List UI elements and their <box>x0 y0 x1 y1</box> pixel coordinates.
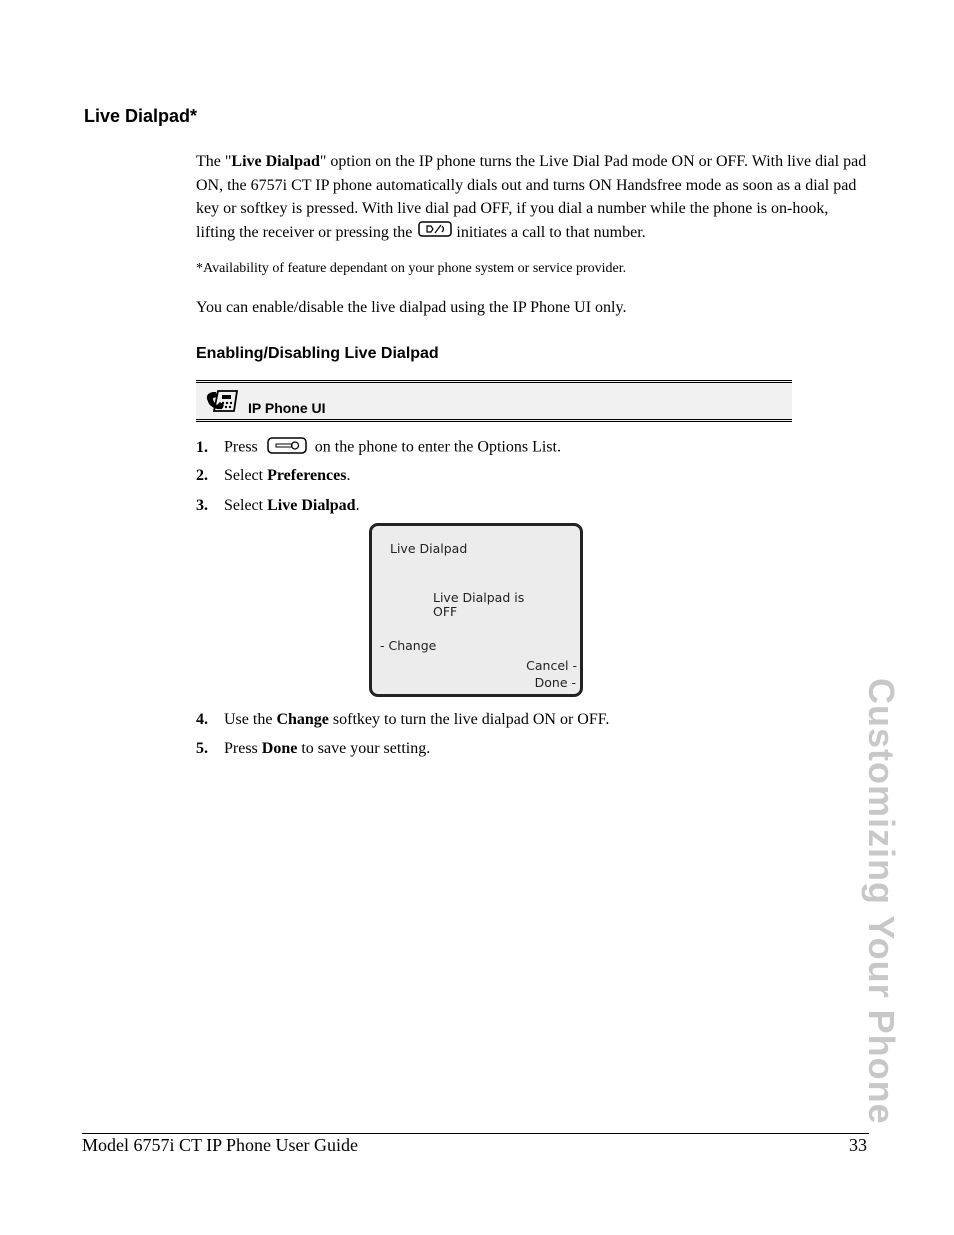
enable-note: You can enable/disable the live dialpad using the IP Phone UI only. <box>196 299 627 316</box>
step-bold-term: Change <box>276 711 329 728</box>
step-4 <box>196 711 609 729</box>
step-text: on the phone to enter the Options List. <box>314 438 561 456</box>
screen-title: Live Dialpad <box>390 541 468 556</box>
step-1 <box>196 437 561 459</box>
ip-phone-ui-bar <box>196 380 792 422</box>
section-heading: Live Dialpad* <box>84 106 198 126</box>
step-text: Use the <box>224 711 277 728</box>
phone-screen-mockup <box>369 523 583 697</box>
sub-heading: Enabling/Disabling Live Dialpad <box>196 345 439 362</box>
step-text: . <box>346 467 351 484</box>
step-text: softkey to turn the live dialpad ON or OFF. <box>328 711 610 728</box>
step-bold-term: Done <box>261 740 298 757</box>
chapter-side-tab: Customizing Your Phone <box>861 678 902 1125</box>
step-text: to save your setting. <box>297 740 431 757</box>
intro-bold-live-dialpad: Live Dialpad <box>231 153 320 170</box>
step-number: 2. <box>196 467 208 484</box>
step-2 <box>196 467 350 485</box>
step-text: Select <box>224 497 268 514</box>
step-number: 5. <box>196 740 208 757</box>
handsfree-key-icon <box>418 221 452 245</box>
step-text: Press <box>224 438 258 456</box>
step-5 <box>196 740 430 758</box>
softkey-done[interactable]: Done - <box>534 675 576 690</box>
softkey-cancel[interactable]: Cancel - <box>526 658 577 673</box>
step-number: 3. <box>196 497 208 514</box>
phone-icon <box>204 389 240 420</box>
softkey-change[interactable]: - Change <box>380 638 437 653</box>
step-number: 4. <box>196 711 208 728</box>
intro-paragraph <box>196 150 871 245</box>
step-text: Press <box>224 740 262 757</box>
step-text: . <box>355 497 360 514</box>
availability-footnote: *Availability of feature dependant on your phone system or service provider. <box>196 261 627 276</box>
screen-status-line-1: Live Dialpad is <box>433 590 525 605</box>
ip-phone-ui-label: IP Phone UI <box>248 400 326 416</box>
step-text: Select <box>224 467 268 484</box>
intro-text-1: The " <box>196 153 232 170</box>
footer-title: Model 6757i CT IP Phone User Guide <box>82 1135 358 1155</box>
options-key-icon <box>267 437 307 459</box>
step-number: 1. <box>196 438 208 456</box>
page-number: 33 <box>849 1135 867 1155</box>
footer-divider <box>82 1133 869 1134</box>
step-3 <box>196 497 360 515</box>
step-bold-term: Live Dialpad <box>267 497 356 514</box>
screen-status-line-2: OFF <box>433 604 458 619</box>
intro-text-3: initiates a call to that number. <box>456 223 646 241</box>
step-bold-term: Preferences <box>267 467 347 484</box>
intro-text-2: " option on the IP phone turns the Live Dial Pad mode ON or OFF. With live dial pad ON, the 6757i CT IP phone automatically dials out and turns ON Handsfree mode as soon as a dial pad key or softkey is pressed. With live dial pad OFF, if you dial a number while the phone is on-hook, lifting the receiver or pressing the <box>196 153 867 241</box>
